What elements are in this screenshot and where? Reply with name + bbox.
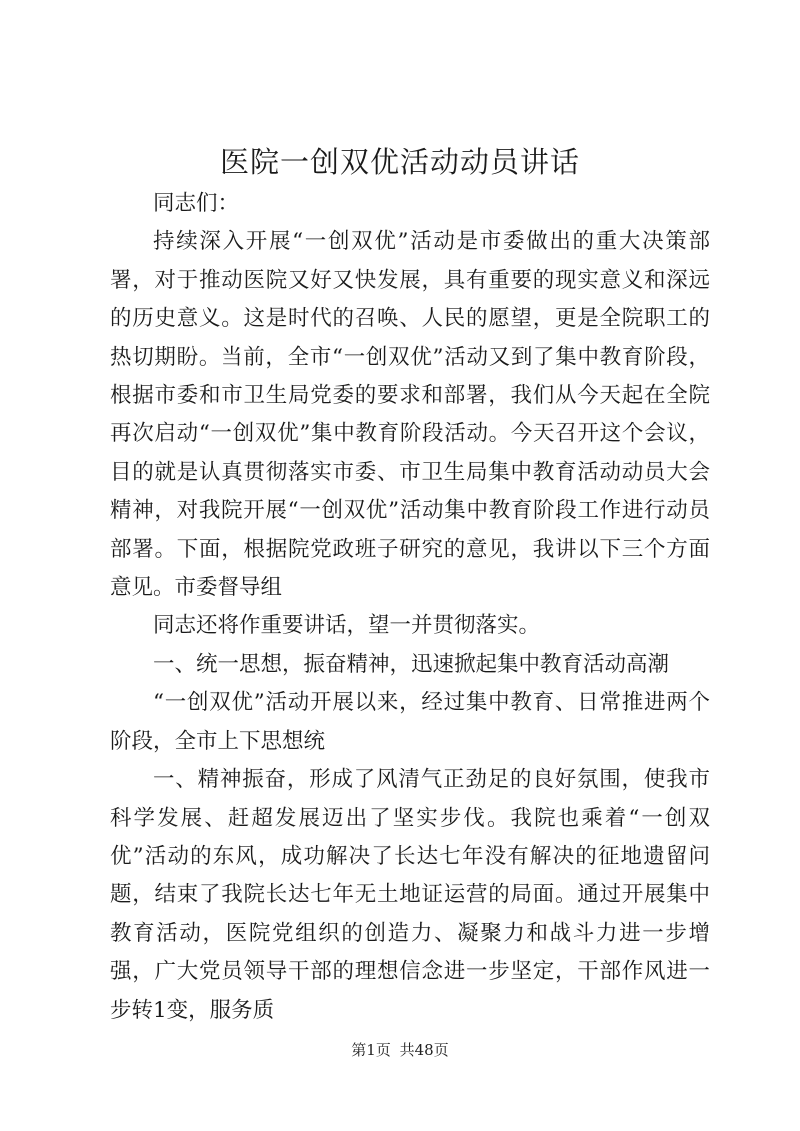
paragraph: “一创双优”活动开展以来，经过集中教育、日常推进两个阶段，全市上下思想统 — [110, 690, 710, 754]
paragraph: 一、精神振奋，形成了风清气正劲足的良好氛围，使我市科学发展、赶超发展迈出了坚实步伐。我院也乘着“一创双优”活动的东风，成功解决了长达七年没有解决的征地遗留问题，结束了我院长达七年无土地证运营的局面。通过开展集中教育活动，医院党组织的创造力、凝聚力和战斗力进一步增强，广大党员领导干部的理想信念进一步坚定，干部作风进一步转1变，服务质 — [110, 767, 710, 1023]
page-footer — [0, 1040, 800, 1060]
paragraph: 同志还将作重要讲话，望一并贯彻落实。 — [153, 613, 541, 639]
page-total: 共48页 — [399, 1041, 449, 1059]
page-number: 第1页 — [351, 1041, 391, 1059]
salutation: 同志们： — [153, 191, 240, 216]
document-body — [110, 185, 710, 1030]
section-heading: 一、统一思想，振奋精神，迅速掀起集中教育活动高潮 — [153, 651, 670, 677]
paragraph: 持续深入开展“一创双优”活动是市委做出的重大决策部署，对于推动医院又好又快发展，具有重要的现实意义和深远的历史意义。这是时代的召唤、人民的愿望，更是全院职工的热切期盼。当前，全市“一创双优”活动又到了集中教育阶段，根据市委和市卫生局党委的要求和部署，我们从今天起在全院再次启动“一创双优”集中教育阶段活动。今天召开这个会议，目的就是认真贯彻落实市委、市卫生局集中教育活动动员大会精神，对我院开展“一创双优”活动集中教育阶段工作进行动员部署。下面，根据院党政班子研究的意见，我讲以下三个方面意见。市委督导组 — [110, 229, 710, 601]
document-title: 医院一创双优活动动员讲话 — [219, 145, 580, 179]
